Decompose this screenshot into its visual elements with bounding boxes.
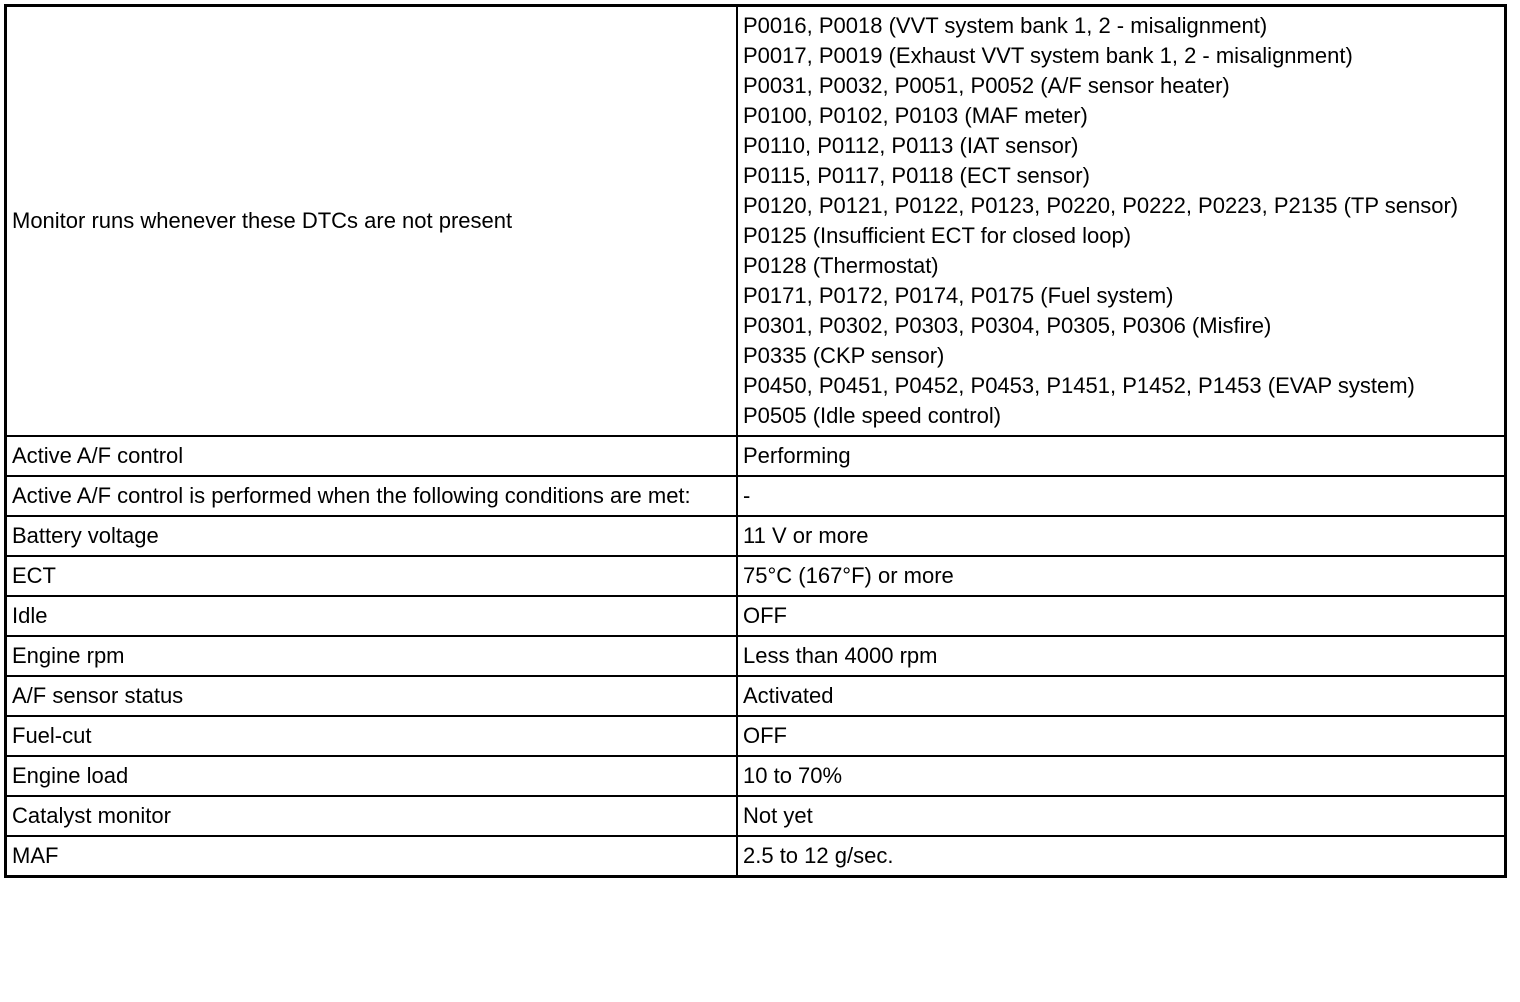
dtc-list-item: P0110, P0112, P0113 (IAT sensor) bbox=[743, 133, 1079, 158]
parameter-cell: Battery voltage bbox=[6, 516, 738, 556]
table-row bbox=[6, 796, 1506, 836]
table-row bbox=[6, 836, 1506, 877]
value-cell: - bbox=[737, 476, 1506, 516]
table-row bbox=[6, 756, 1506, 796]
value-cell: Performing bbox=[737, 436, 1506, 476]
value-cell: 11 V or more bbox=[737, 516, 1506, 556]
dtc-list-cell bbox=[737, 6, 1506, 437]
parameter-cell: Engine load bbox=[6, 756, 738, 796]
table-row bbox=[6, 676, 1506, 716]
parameter-cell: ECT bbox=[6, 556, 738, 596]
dtc-list-item: P0120, P0121, P0122, P0123, P0220, P0222, P0223, P2135 (TP sensor) bbox=[743, 193, 1459, 218]
table-row bbox=[6, 636, 1506, 676]
parameter-cell: Fuel-cut bbox=[6, 716, 738, 756]
parameter-cell: A/F sensor status bbox=[6, 676, 738, 716]
table-row bbox=[6, 516, 1506, 556]
value-cell: OFF bbox=[737, 716, 1506, 756]
parameter-cell: Monitor runs whenever these DTCs are not present bbox=[6, 6, 738, 437]
parameter-cell: MAF bbox=[6, 836, 738, 877]
dtc-list-item: P0017, P0019 (Exhaust VVT system bank 1, 2 - misalignment) bbox=[743, 43, 1353, 68]
dtc-list-item: P0100, P0102, P0103 (MAF meter) bbox=[743, 103, 1088, 128]
table-row bbox=[6, 556, 1506, 596]
table-row bbox=[6, 596, 1506, 636]
parameter-cell: Active A/F control bbox=[6, 436, 738, 476]
value-cell: 10 to 70% bbox=[737, 756, 1506, 796]
value-cell: Activated bbox=[737, 676, 1506, 716]
dtc-list-item: P0115, P0117, P0118 (ECT sensor) bbox=[743, 163, 1090, 188]
conditions-table bbox=[4, 4, 1507, 878]
table-row bbox=[6, 716, 1506, 756]
value-cell: 75°C (167°F) or more bbox=[737, 556, 1506, 596]
table-row bbox=[6, 6, 1506, 437]
value-cell: OFF bbox=[737, 596, 1506, 636]
parameter-cell: Active A/F control is performed when the following conditions are met: bbox=[6, 476, 738, 516]
dtc-list-item: P0125 (Insufficient ECT for closed loop) bbox=[743, 223, 1132, 248]
table-row bbox=[6, 436, 1506, 476]
table-row bbox=[6, 476, 1506, 516]
value-cell: Less than 4000 rpm bbox=[737, 636, 1506, 676]
dtc-list-item: P0128 (Thermostat) bbox=[743, 253, 939, 278]
dtc-list-item: P0031, P0032, P0051, P0052 (A/F sensor heater) bbox=[743, 73, 1230, 98]
parameter-cell: Idle bbox=[6, 596, 738, 636]
dtc-list-item: P0301, P0302, P0303, P0304, P0305, P0306 (Misfire) bbox=[743, 313, 1272, 338]
dtc-list-item: P0016, P0018 (VVT system bank 1, 2 - misalignment) bbox=[743, 13, 1268, 38]
dtc-list-item: P0171, P0172, P0174, P0175 (Fuel system) bbox=[743, 283, 1174, 308]
dtc-list-item: P0505 (Idle speed control) bbox=[743, 403, 1002, 428]
dtc-list-item: P0335 (CKP sensor) bbox=[743, 343, 945, 368]
value-cell: 2.5 to 12 g/sec. bbox=[737, 836, 1506, 877]
parameter-cell: Engine rpm bbox=[6, 636, 738, 676]
dtc-list-item: P0450, P0451, P0452, P0453, P1451, P1452, P1453 (EVAP system) bbox=[743, 373, 1415, 398]
value-cell: Not yet bbox=[737, 796, 1506, 836]
parameter-cell: Catalyst monitor bbox=[6, 796, 738, 836]
